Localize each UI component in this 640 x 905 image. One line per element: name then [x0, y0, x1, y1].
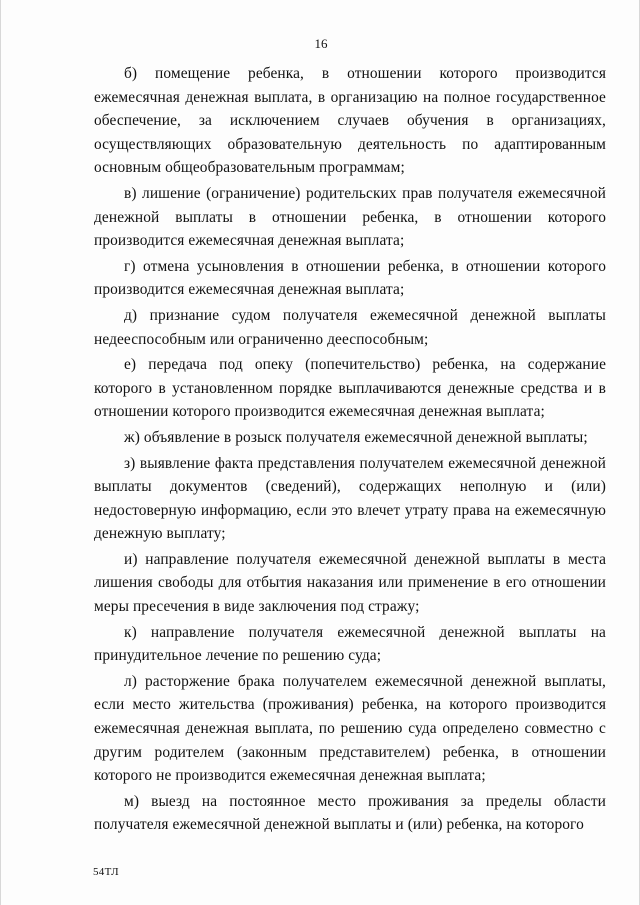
paragraph-v: в) лишение (ограничение) родительских прав получателя ежемесячной денежной выплаты в отношении ребенка, в отношении которого производится ежемесячная денежная выплата; — [94, 184, 606, 250]
paragraph-i: и) направление получателя ежемесячной денежной выплаты в места лишения свободы для отбытия наказания или применение в его отношении меры пресечения в виде заключения под стражу; — [94, 550, 606, 616]
paragraph-g: г) отмена усыновления в отношении ребенка, в отношении которого производится ежемесячная денежная выплата; — [94, 257, 606, 299]
paragraph-z: з) выявление факта представления получателем ежемесячной денежной выплаты документов (сведений), содержащих неполную и (или) недостоверную информацию, если это влечет утрату права на ежемесячную денежную выплату; — [94, 454, 606, 543]
paragraph-d: д) признание судом получателя ежемесячной денежной выплаты недееспособным или ограниченно дееспособным; — [94, 306, 606, 348]
document-body — [94, 62, 606, 839]
paragraph-e: е) передача под опеку (попечительство) ребенка, на содержание которого в установленном порядке выплачиваются денежные средства и в отношении которого производится ежемесячная денежная выплата; — [94, 356, 606, 421]
paragraph-m: м) выезд на постоянное место проживания за пределы области получателя ежемесячной денежной выплаты и (или) ребенка, на которого — [94, 792, 606, 834]
paragraph-k: к) направление получателя ежемесячной денежной выплаты на принудительное лечение по решению суда; — [94, 623, 606, 665]
paragraph-zh: ж) объявление в розыск получателя ежемесячной денежной выплаты; — [124, 428, 588, 446]
paragraph-b: б) помещение ребенка, в отношении которого производится ежемесячная денежная выплата, в организацию на полное государственное обеспечение, за исключением случаев обучения в организациях, осуществляющих образовательную деятельность по адаптированным основным общеобразовательным программам; — [94, 65, 606, 177]
page-number: 16 — [314, 36, 328, 51]
footer-document-code: 54ТЛ — [93, 866, 119, 878]
paragraph-l: л) расторжение брака получателем ежемесячной денежной выплаты, если место жительства (проживания) ребенка, на которого производится ежемесячная денежная выплата, по решению суда определено совместно с другим родителем (законным представителем) ребенка, в отношении которого не производится ежемесячная денежная выплата; — [94, 672, 606, 785]
